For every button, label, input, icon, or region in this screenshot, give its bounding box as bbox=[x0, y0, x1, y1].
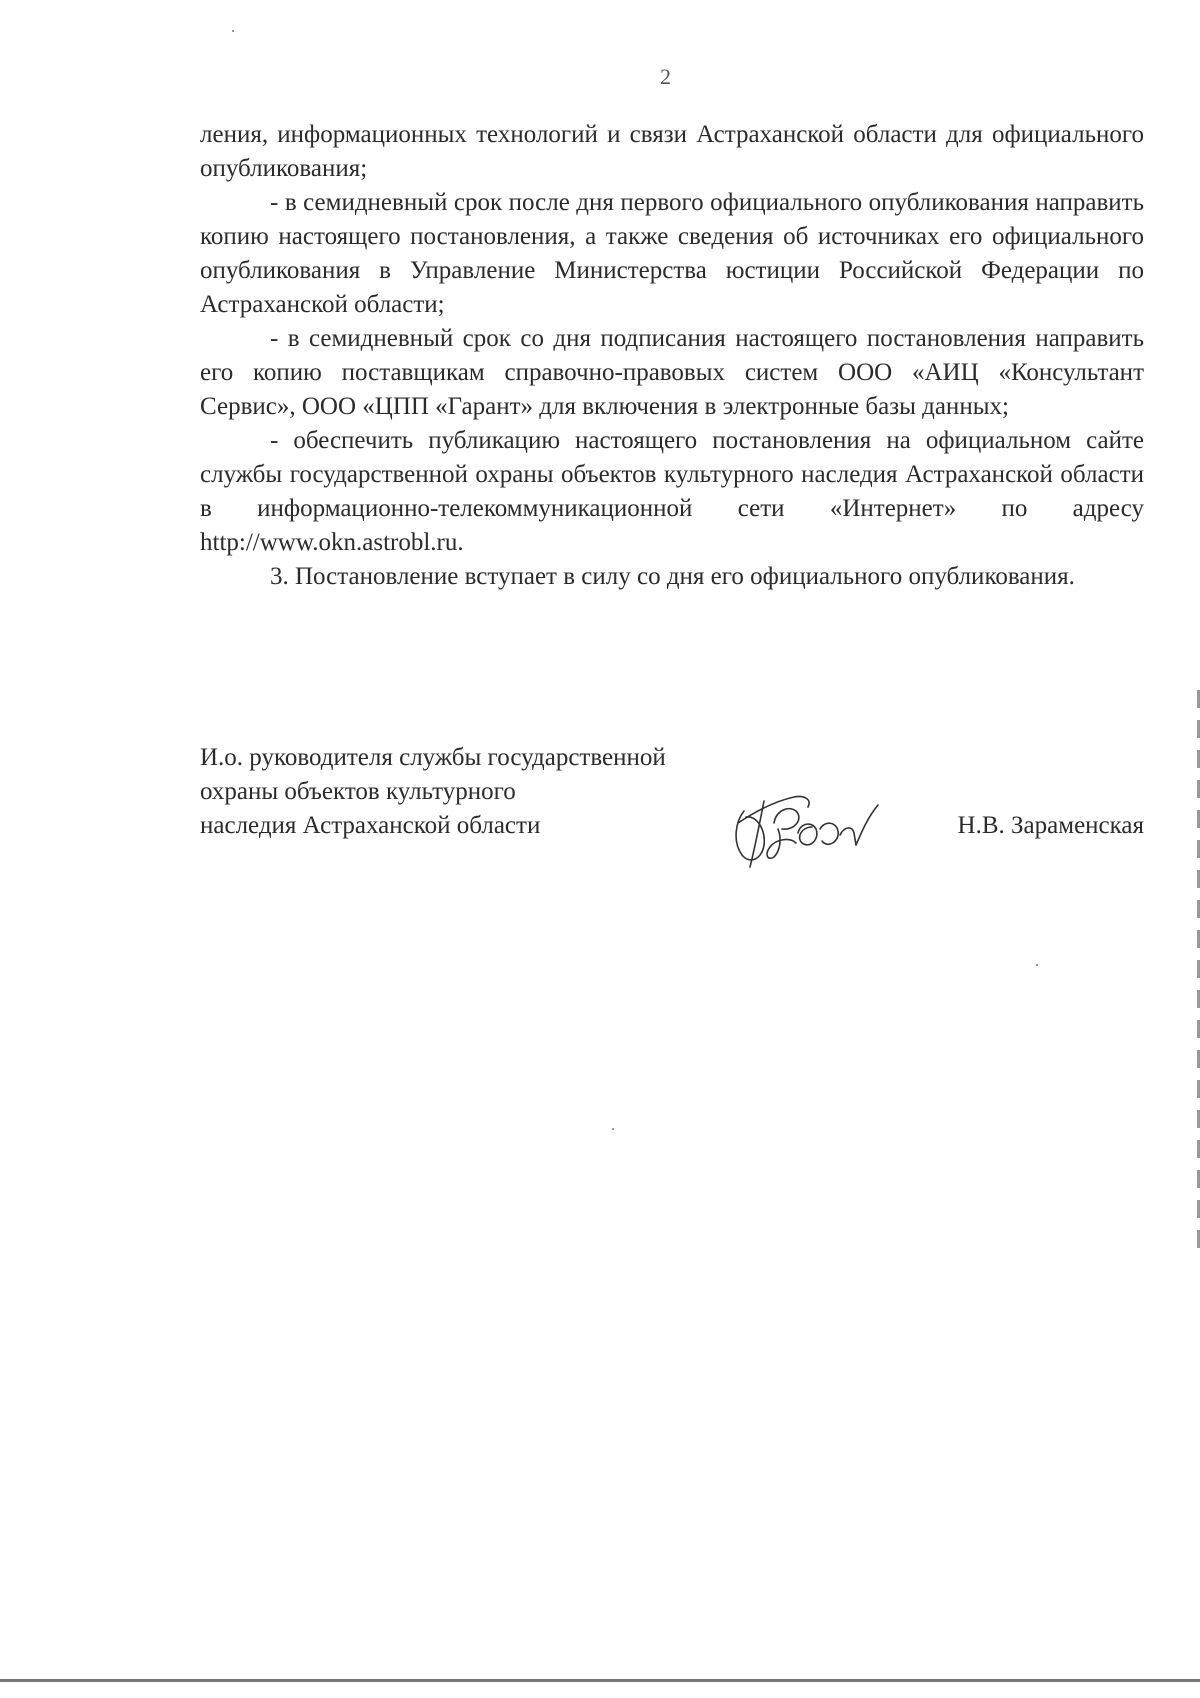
document-body bbox=[200, 118, 1144, 594]
signatory-title-line: охраны объектов культурного bbox=[200, 778, 516, 805]
signatory-title-line: наследия Астраханской области bbox=[200, 812, 541, 839]
page-number: 2 bbox=[660, 64, 671, 89]
paragraph-effective-date: 3. Постановление вступает в силу со дня его официального опубликования. bbox=[270, 563, 1075, 590]
signature-block bbox=[200, 741, 1144, 861]
scan-speck bbox=[232, 30, 234, 32]
paragraph-website-publication: - обеспечить публикацию настоящего постановления на официальном сайте службы государственной охраны объектов культурного наследия Астраханской области в информационно-телекоммуникационной сети «Интернет» по адресу http://www.okn.astrobl.ru. bbox=[200, 427, 1144, 556]
paragraph-continuation: ления, информационных технологий и связи Астраханской области для официального опубликования; bbox=[200, 121, 1144, 182]
signatory-name: Н.В. Зараменская bbox=[957, 812, 1144, 839]
handwritten-signature bbox=[716, 771, 896, 881]
signatory-title bbox=[200, 741, 720, 843]
signatory-title-line: И.о. руководителя службы государственной bbox=[200, 744, 666, 771]
scan-speck bbox=[1036, 964, 1038, 966]
scan-edge-bottom bbox=[0, 1679, 1200, 1682]
paragraph-send-to-ministry: - в семидневный срок после дня первого официального опубликования направить копию настоящего постановления, а также сведения об источниках его официального опубликования в Управление Министерства юстиции Российской Федерации по Астраханской области; bbox=[200, 189, 1144, 318]
paragraph-send-to-legal-systems: - в семидневный срок со дня подписания настоящего постановления направить его копию поставщикам справочно-правовых систем ООО «АИЦ «Консультант Сервис», ООО «ЦПП «Гарант» для включения в электронные базы данных; bbox=[200, 325, 1144, 420]
scan-speck bbox=[612, 1128, 614, 1130]
